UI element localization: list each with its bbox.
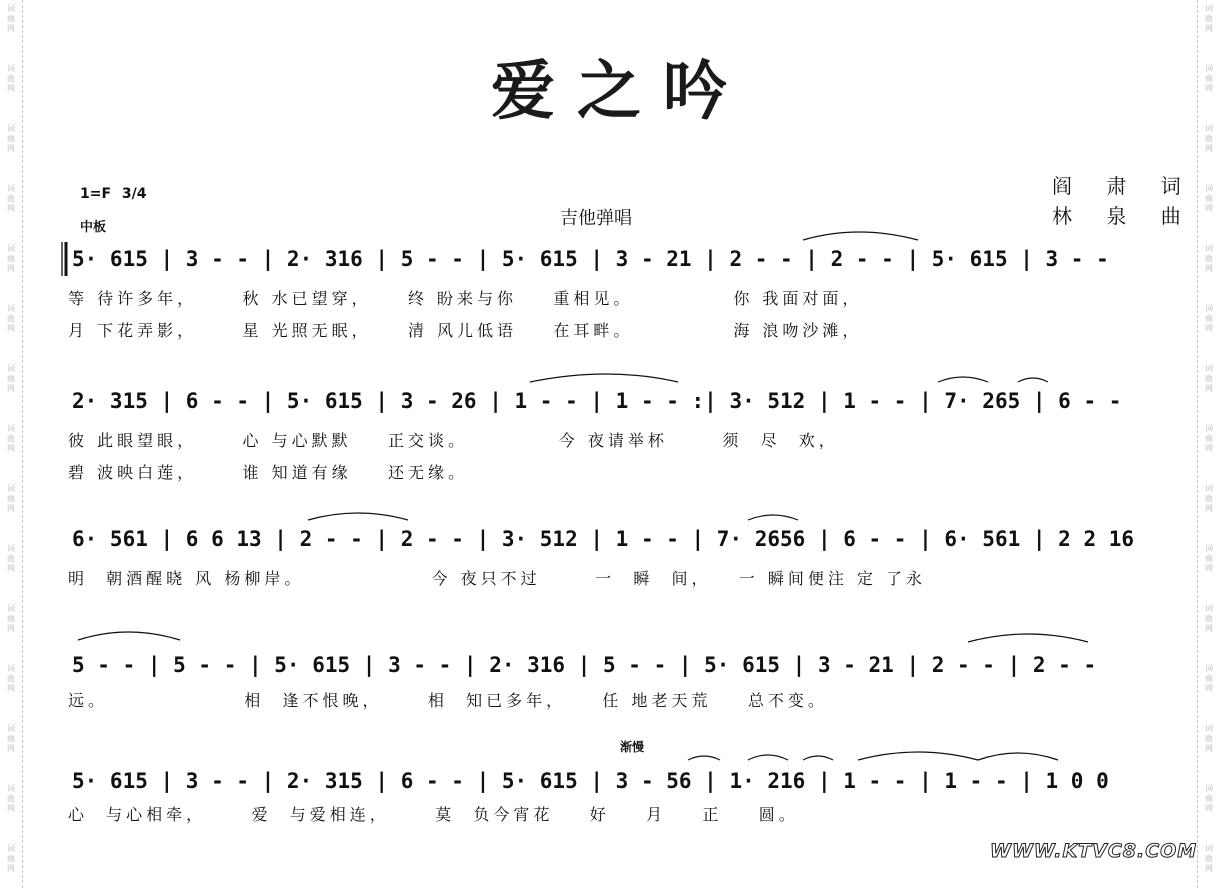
watermark-text: 词 曲 网	[1205, 604, 1213, 633]
watermark-text: 词 曲 网	[1205, 64, 1213, 93]
notation-line-1	[68, 242, 1158, 292]
watermark-text: 词 曲 网	[1205, 4, 1213, 33]
lyric-line-1a: 等 待许多年， 秋 水已望穿， 终 盼来与你 重相见。 你 我面对面，	[68, 289, 863, 308]
lyric-line-5: 心 与心相牵， 爱 与爱相连， 莫 负今宵花 好 月 正 圆。	[68, 805, 799, 824]
watermark-text: 词 曲 网	[7, 724, 15, 753]
watermark-text: 词 曲 网	[7, 244, 15, 273]
watermark-text: 词 曲 网	[7, 424, 15, 453]
notation-text-4: 5 - - | 5 - - | 5· 615 | 3 - - | 2· 316 | 5 - - | 5· 615 | 3 - 21 | 2 - - | 2 - -	[72, 653, 1097, 677]
lyric-line-1b: 月 下花弄影， 星 光照无眠， 清 风儿低语 在耳畔。 海 浪吻沙滩，	[68, 321, 863, 340]
watermark-text: 词 曲 网	[1205, 184, 1213, 213]
lyric-line-2a: 彼 此眼望眼， 心 与心默默 正交谈。 今 夜请举杯 须 尽 欢，	[68, 431, 839, 450]
watermark-text: 词 曲 网	[1205, 544, 1213, 573]
ritardando-marking: 渐慢	[620, 740, 645, 754]
watermark-text: 词 曲 网	[1205, 664, 1213, 693]
watermark-text: 词 曲 网	[7, 184, 15, 213]
watermark-text: 词 曲 网	[1205, 244, 1213, 273]
watermark-text: 词 曲 网	[1205, 364, 1213, 393]
watermark-text: 词 曲 网	[7, 64, 15, 93]
watermark-text: 词 曲 网	[7, 304, 15, 333]
watermark-text: 词 曲 网	[7, 784, 15, 813]
lyric-line-2b: 碧 波映白莲， 谁 知道有缘 还无缘。	[68, 463, 468, 482]
song-title: 爱之吟	[491, 54, 749, 129]
notation-text-2: 2· 315 | 6 - - | 5· 615 | 3 - 26 | 1 - - | 1 - - :| 3· 512 | 1 - - | 7· 265 | 6 - -	[72, 389, 1122, 413]
subtitle: 吉他弹唱	[560, 208, 632, 229]
watermark-text: 词 曲 网	[7, 364, 15, 393]
lyric-line-3: 明 朝酒醒晓 风 杨柳岸。 今 夜只不过 一 瞬 间， 一 瞬间便注 定 了永	[68, 569, 927, 588]
score-row-4	[68, 648, 1158, 768]
watermark-text: 词 曲 网	[1205, 304, 1213, 333]
watermark-text: 词 曲 网	[7, 544, 15, 573]
watermark-text: 词 曲 网	[7, 484, 15, 513]
notation-text-5: 5· 615 | 3 - - | 2· 315 | 6 - - | 5· 615 | 3 - 56 | 1· 216 | 1 - - | 1 - - | 1 0 0	[72, 769, 1109, 793]
watermark-text: 词 曲 网	[7, 844, 15, 873]
lyricist-credit: 阎 肃 词	[1052, 174, 1195, 198]
time-signature: 3/4	[121, 186, 147, 202]
notation-text-1: 5· 615 | 3 - - | 2· 316 | 5 - - | 5· 615 | 3 - 21 | 2 - - | 2 - - | 5· 615 | 3 - -	[72, 247, 1109, 271]
watermark-text: 词 曲 网	[1205, 784, 1213, 813]
score-row-3	[68, 522, 1158, 642]
lyric-line-4: 远。 相 逢不恨晚， 相 知已多年， 任 地老天荒 总不变。	[68, 691, 828, 710]
key-signature	[80, 186, 147, 202]
watermark-text: 词 曲 网	[7, 664, 15, 693]
watermark-text: 词 曲 网	[7, 124, 15, 153]
score-row-2	[68, 384, 1158, 504]
key-label: 1=F	[80, 186, 112, 202]
watermark-text: 词 曲 网	[1205, 124, 1213, 153]
watermark-text: 词 曲 网	[1205, 724, 1213, 753]
watermark-text: 词 曲 网	[1205, 424, 1213, 453]
notation-line-2	[68, 384, 1158, 434]
watermark-text: 词 曲 网	[1205, 484, 1213, 513]
tempo-marking: 中板	[80, 220, 107, 235]
composer-credit: 林 泉 曲	[1052, 204, 1195, 228]
score-row-1	[68, 242, 1158, 362]
watermark-text: 词 曲 网	[1205, 844, 1213, 873]
notation-text-3: 6· 561 | 6 6 13 | 2 - - | 2 - - | 3· 512 | 1 - - | 7· 2656 | 6 - - | 6· 561 | 2 2 16	[72, 527, 1135, 551]
score-row-5	[68, 764, 1158, 884]
site-watermark: WWW.KTVC8.COM	[990, 840, 1198, 862]
watermark-text: 词 曲 网	[7, 4, 15, 33]
watermark-text: 词 曲 网	[7, 604, 15, 633]
notation-line-3	[68, 522, 1158, 572]
